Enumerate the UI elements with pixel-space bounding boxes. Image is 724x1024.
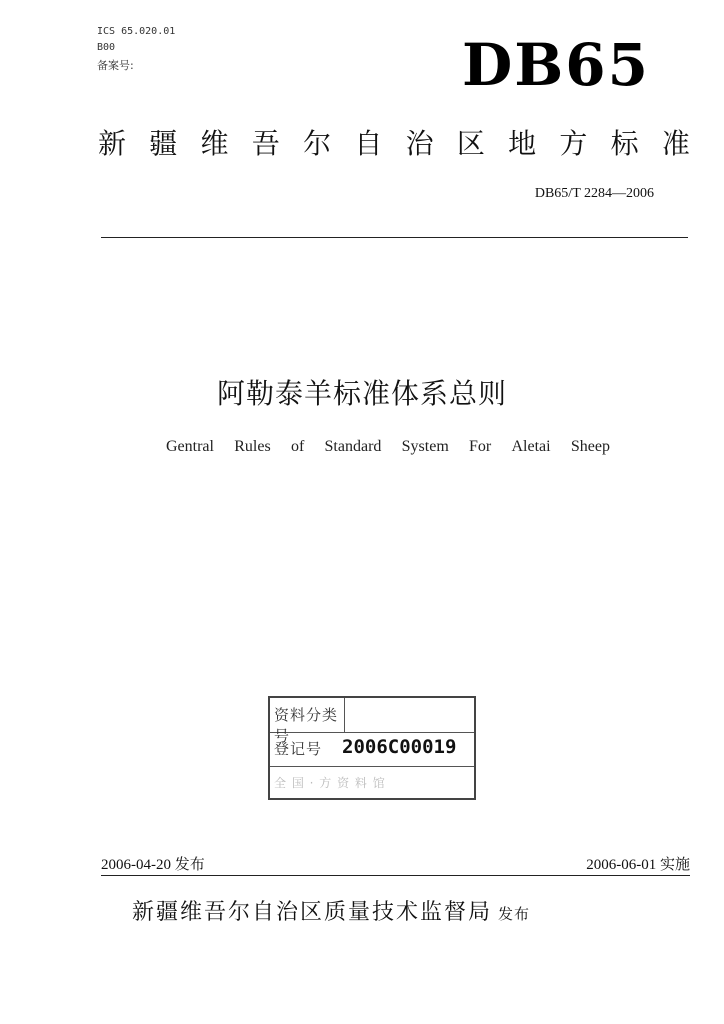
title-en-word: Sheep xyxy=(570,438,610,455)
stamp-row-classification xyxy=(270,698,474,745)
stamp-row-archive xyxy=(270,766,474,798)
title-en-word: System xyxy=(401,438,449,455)
authority-char: 区 xyxy=(456,127,485,160)
title-en-word: For xyxy=(469,438,492,455)
authority-char: 治 xyxy=(405,127,434,160)
registration-label: 登记号 xyxy=(274,740,323,758)
authority-char: 地 xyxy=(508,127,537,160)
footer-divider xyxy=(101,875,690,876)
db65-logo: DB65 xyxy=(461,31,650,99)
archive-label: 全 国 · 方 资 料 馆 xyxy=(274,776,386,790)
title-en-word: Gentral xyxy=(166,438,214,455)
issuer-name: 新疆维吾尔自治区质量技术监督局 xyxy=(132,900,493,925)
effective-date: 2006-06-01 实施 xyxy=(586,857,690,873)
ics-code: ICS 65.020.01 xyxy=(97,26,176,37)
classification-label: 资料分类号 xyxy=(274,706,339,745)
ccs-code: B00 xyxy=(97,42,116,53)
authority-char: 尔 xyxy=(303,127,332,160)
authority-char: 吾 xyxy=(251,127,280,160)
filing-number: 备案号: xyxy=(97,59,134,72)
authority-char: 准 xyxy=(661,127,690,160)
title-en-word: Rules xyxy=(234,438,271,455)
stamp-divider xyxy=(344,698,345,732)
document-title-en xyxy=(166,438,610,456)
authority-char: 维 xyxy=(200,127,229,160)
stamp-row-registration xyxy=(270,732,474,767)
registration-value: 2006C00019 xyxy=(342,736,457,758)
issue-date: 2006-04-20 发布 xyxy=(101,857,205,873)
authority-title xyxy=(98,122,690,162)
authority-char: 标 xyxy=(610,127,639,160)
issuing-authority xyxy=(132,895,530,926)
title-en-word: Aletai xyxy=(511,438,551,455)
authority-char: 方 xyxy=(559,127,588,160)
registration-stamp xyxy=(268,696,476,800)
title-en-word: of xyxy=(290,438,305,455)
authority-char: 新 xyxy=(98,127,127,160)
authority-char: 疆 xyxy=(149,127,178,160)
issuer-suffix: 发布 xyxy=(498,905,531,923)
title-en-word: Standard xyxy=(324,438,382,455)
standard-number: DB65/T 2284—2006 xyxy=(534,186,654,201)
authority-char: 自 xyxy=(354,127,383,160)
document-title-cn: 阿勒泰羊标准体系总则 xyxy=(216,377,507,410)
header-divider xyxy=(101,237,688,238)
